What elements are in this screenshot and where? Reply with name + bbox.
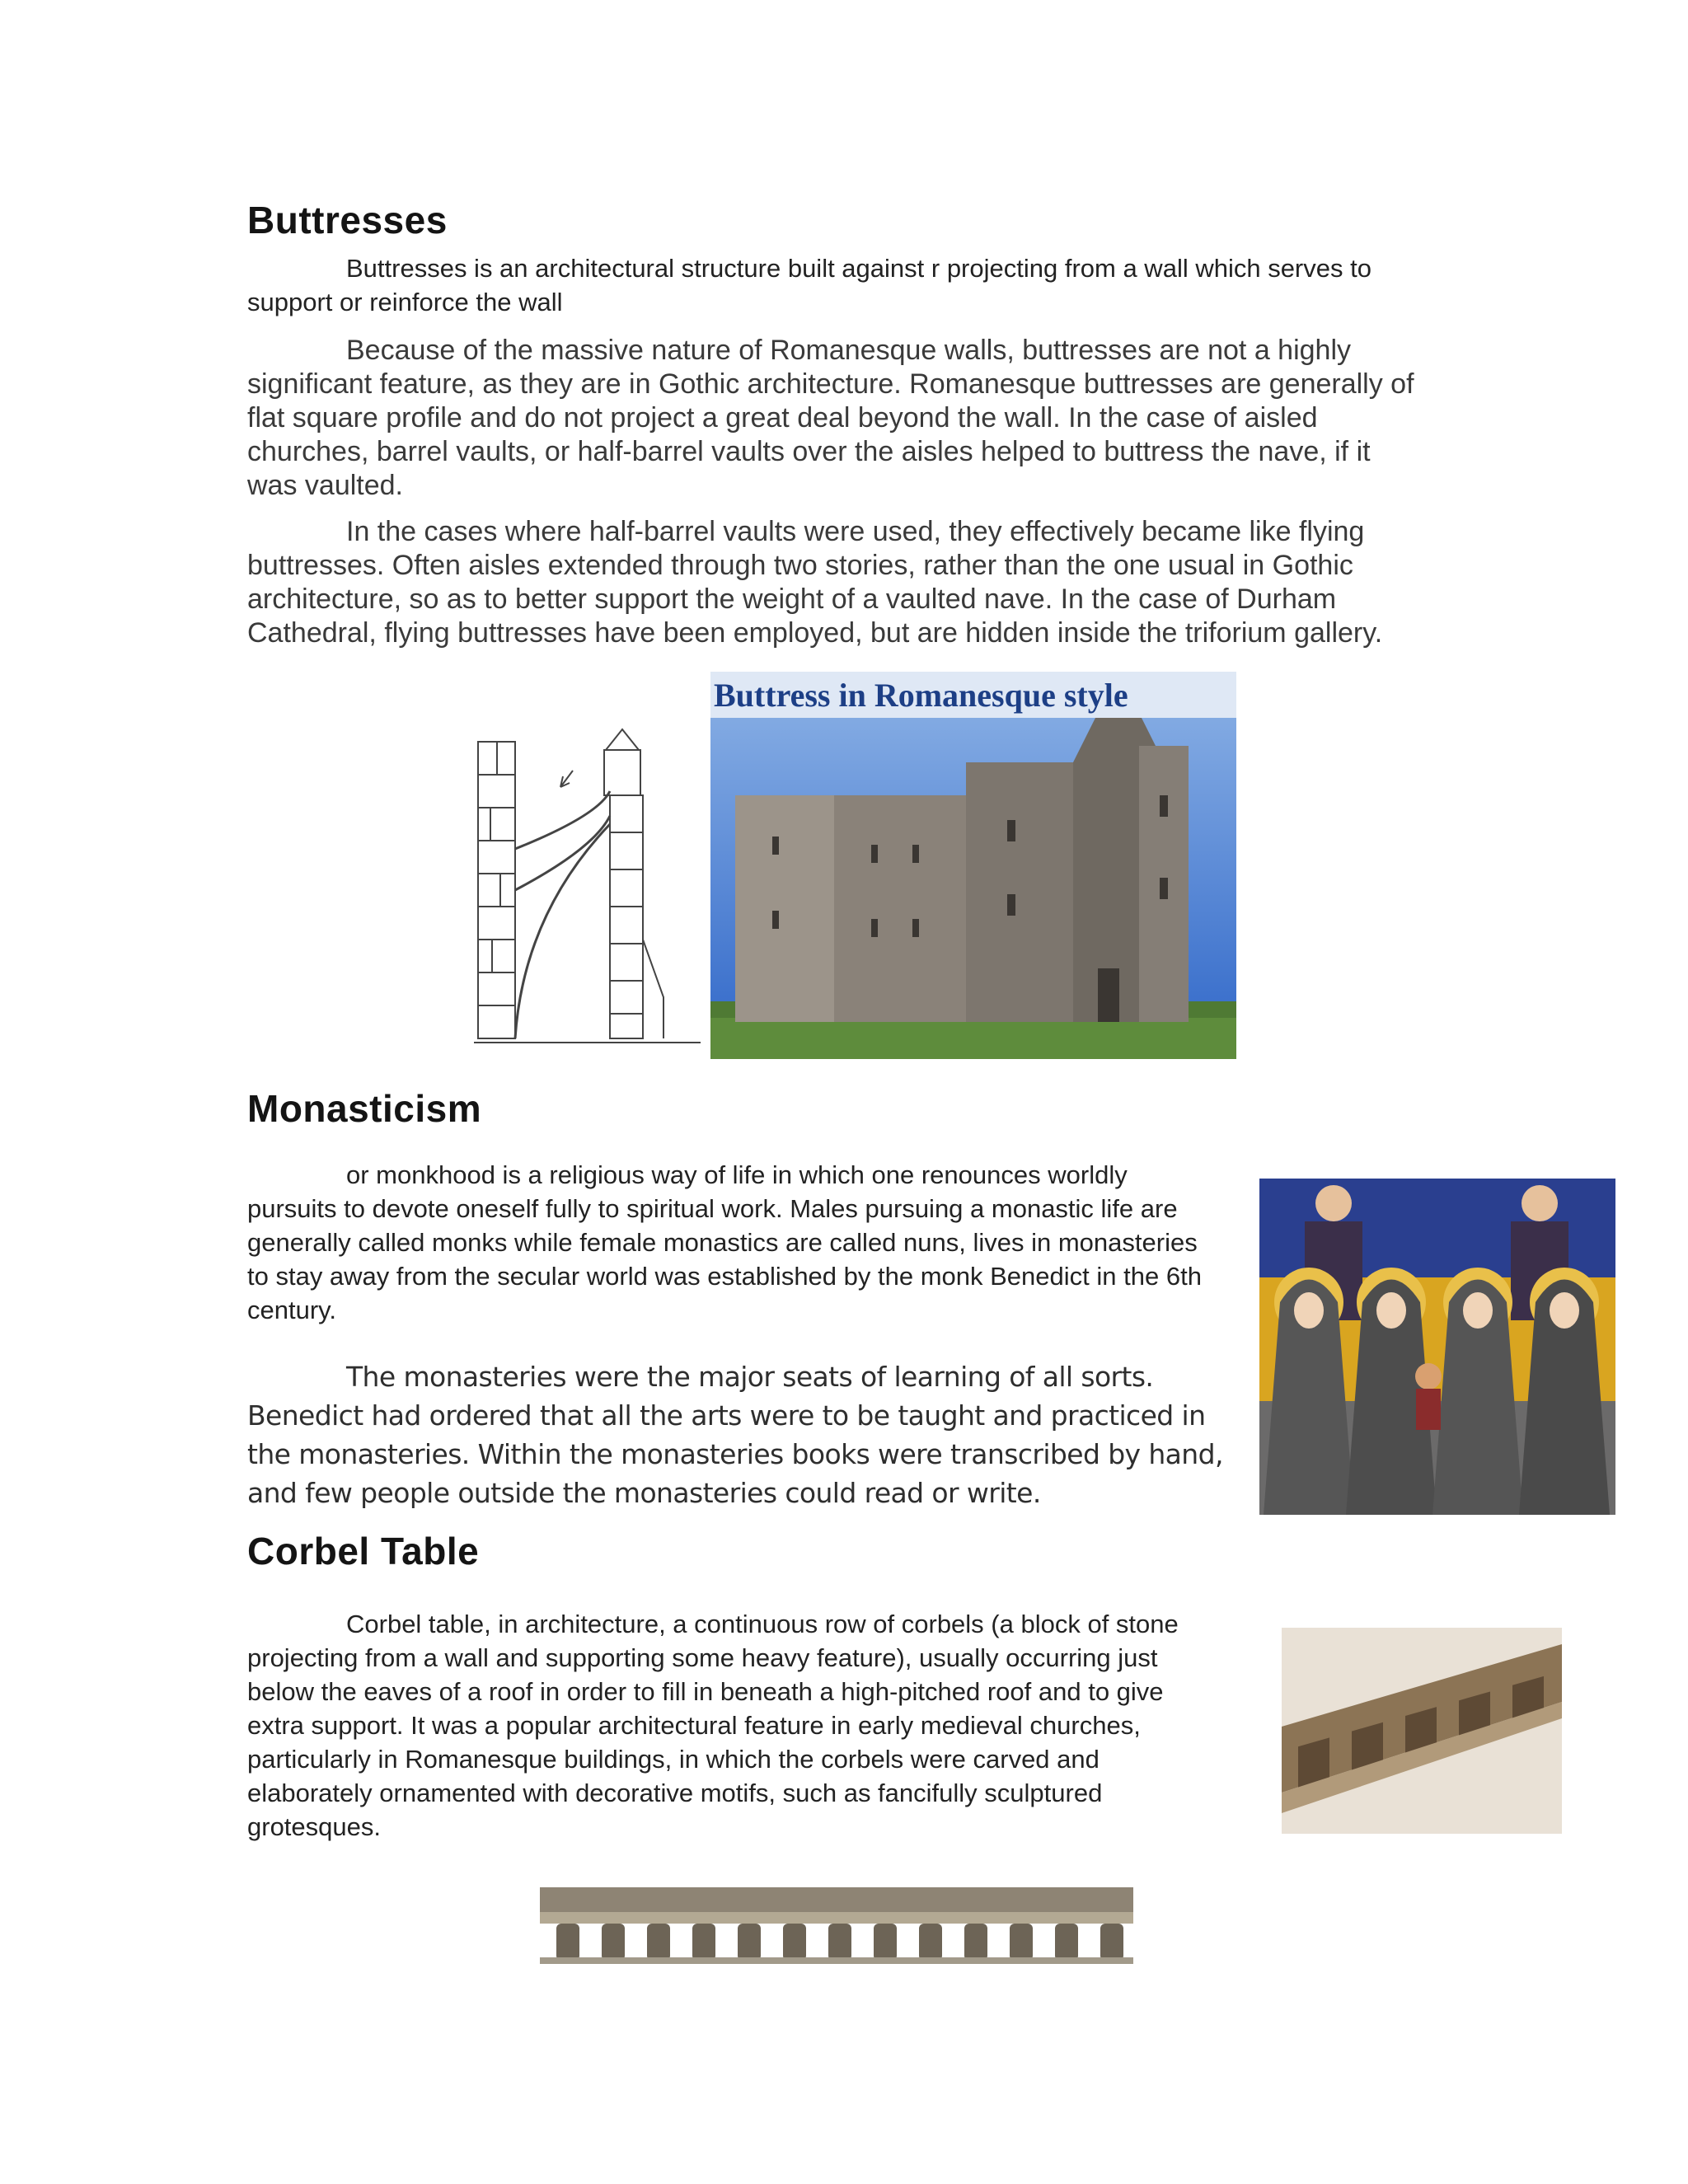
corbel-table-strip-photo	[540, 1887, 1133, 1974]
corbel-paragraph-1: Corbel table, in architecture, a continuous row of corbels (a block of stone projecting from a wall and supporting some heavy feature), usually occurring just below the eaves of a roof in order to fill in beneath a high-pitched roof and to give extra support. It was a popular architectural feature in early medieval churches, particularly in Romanesque buildings, in which the corbels were carved and elaborately ornamented with decorative motifs, such as fancifully sculptured grotesques.	[247, 1610, 1179, 1841]
flying-buttress-drawing	[474, 725, 701, 1047]
buttresses-paragraph-3: In the cases where half-barrel vaults were used, they effectively became like flying buttresses. Often aisles extended through two stories, rather than the one usual in Gothic architecture, so as to better support the weight of a vaulted nave. In the case of Durham Cathedral, flying buttresses have been employed, but are hidden inside the triforium gallery.	[247, 516, 1383, 649]
heading-corbel-table: Corbel Table	[247, 1530, 480, 1572]
monasticism-paragraph-2: The monasteries were the major seats of learning of all sorts. Benedict had ordered that all the arts were to be taught and practiced in the monasteries. Within the monasteries books were transcribed by hand, and few people outside the monasteries could read or write.	[247, 1361, 1223, 1509]
photo-caption: Buttress in Romanesque style	[714, 677, 1128, 714]
buttresses-paragraph-1: Buttresses is an architectural structure built against r projecting from a wall which serves to support or reinforce the wall	[247, 254, 1372, 316]
monasticism-paragraph-1: or monkhood is a religious way of life in which one renounces worldly pursuits to devote oneself fully to spiritual work. Males pursuing a monastic life are generally called monks while female monastics are called nuns, lives in monasteries to stay away from the secular world was established by the monk Benedict in the 6th century.	[247, 1160, 1202, 1324]
corbel-closeup-photo	[1282, 1628, 1562, 1834]
nuns-painting	[1259, 1179, 1615, 1515]
heading-buttresses: Buttresses	[247, 199, 448, 241]
buttresses-paragraph-2: Because of the massive nature of Romanesque walls, buttresses are not a highly significant feature, as they are in Gothic architecture. Romanesque buttresses are generally of flat square profile and do not project a great deal beyond the wall. In the case of aisled churches, barrel vaults, or half-barrel vaults over the aisles helped to buttress the nave, if it was vaulted.	[247, 335, 1414, 501]
heading-monasticism: Monasticism	[247, 1087, 482, 1130]
romanesque-buttress-photo	[710, 672, 1236, 1059]
